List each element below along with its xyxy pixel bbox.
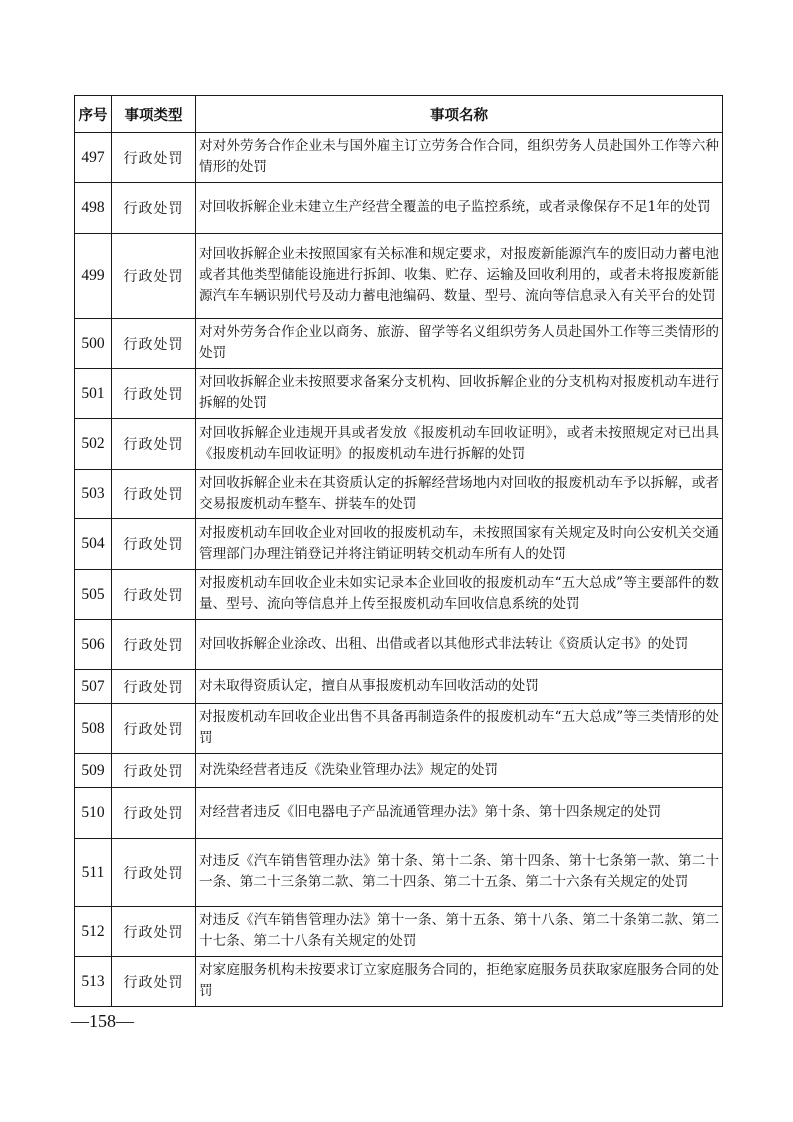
row-no: 497 [75,133,112,183]
row-no: 513 [75,957,112,1007]
table-row [75,133,723,183]
row-name: 对报废机动车回收企业未如实记录本企业回收的报废机动车“五大总成”等主要部件的数量、型号、流向等信息并上传至报废机动车回收信息系统的处罚 [196,570,723,620]
row-type: 行政处罚 [112,620,196,670]
row-type: 行政处罚 [112,704,196,754]
row-type: 行政处罚 [112,470,196,519]
table-row [75,519,723,570]
table-row [75,319,723,369]
row-no: 507 [75,670,112,704]
row-type: 行政处罚 [112,234,196,319]
table-header-row [75,96,723,133]
row-type: 行政处罚 [112,519,196,570]
row-no: 509 [75,754,112,788]
row-name: 对回收拆解企业未按照国家有关标准和规定要求，对报废新能源汽车的废旧动力蓄电池或者其他类型储能设施进行拆卸、收集、贮存、运输及回收利用的，或者未将报废新能源汽车车辆识别代号及动力蓄电池编码、数量、型号、流向等信息录入有关平台的处罚 [196,234,723,319]
table-row [75,620,723,670]
row-name: 对回收拆解企业未在其资质认定的拆解经营场地内对回收的报废机动车予以拆解，或者交易报废机动车整车、拼装车的处罚 [196,470,723,519]
row-name: 对家庭服务机构未按要求订立家庭服务合同的，拒绝家庭服务员获取家庭服务合同的处罚 [196,957,723,1007]
row-name: 对回收拆解企业未按照要求备案分支机构、回收拆解企业的分支机构对报废机动车进行拆解的处罚 [196,369,723,419]
row-no: 511 [75,839,112,907]
table-row [75,704,723,754]
row-type: 行政处罚 [112,570,196,620]
row-type: 行政处罚 [112,419,196,470]
row-no: 501 [75,369,112,419]
row-name: 对报废机动车回收企业出售不具备再制造条件的报废机动车“五大总成”等三类情形的处罚 [196,704,723,754]
row-type: 行政处罚 [112,319,196,369]
table-row [75,470,723,519]
page-number: —158— [71,1011,134,1031]
row-no: 502 [75,419,112,470]
table-row [75,234,723,319]
table-row [75,183,723,234]
row-no: 499 [75,234,112,319]
table-row [75,839,723,907]
row-type: 行政处罚 [112,788,196,839]
row-type: 行政处罚 [112,957,196,1007]
table-row [75,570,723,620]
table-row [75,957,723,1007]
row-type: 行政处罚 [112,183,196,234]
row-no: 506 [75,620,112,670]
header-name: 事项名称 [196,96,723,133]
row-no: 503 [75,470,112,519]
row-name: 对回收拆解企业涂改、出租、出借或者以其他形式非法转让《资质认定书》的处罚 [196,620,723,670]
row-no: 512 [75,907,112,957]
row-name: 对回收拆解企业违规开具或者发放《报废机动车回收证明》，或者未按照规定对已出具《报废机动车回收证明》的报废机动车进行拆解的处罚 [196,419,723,470]
table-row [75,788,723,839]
header-no: 序号 [75,96,112,133]
row-type: 行政处罚 [112,670,196,704]
header-type: 事项类型 [112,96,196,133]
row-type: 行政处罚 [112,754,196,788]
row-name: 对报废机动车回收企业对回收的报废机动车，未按照国家有关规定及时向公安机关交通管理部门办理注销登记并将注销证明转交机动车所有人的处罚 [196,519,723,570]
row-no: 504 [75,519,112,570]
row-type: 行政处罚 [112,839,196,907]
row-type: 行政处罚 [112,369,196,419]
row-no: 500 [75,319,112,369]
row-no: 508 [75,704,112,754]
table-row [75,419,723,470]
row-name: 对对外劳务合作企业以商务、旅游、留学等名义组织劳务人员赴国外工作等三类情形的处罚 [196,319,723,369]
row-name: 对未取得资质认定，擅自从事报废机动车回收活动的处罚 [196,670,723,704]
row-name: 对洗染经营者违反《洗染业管理办法》规定的处罚 [196,754,723,788]
table-row [75,907,723,957]
row-no: 510 [75,788,112,839]
row-no: 505 [75,570,112,620]
row-type: 行政处罚 [112,907,196,957]
row-type: 行政处罚 [112,133,196,183]
table-row [75,754,723,788]
row-name: 对对外劳务合作企业未与国外雇主订立劳务合作合同，组织劳务人员赴国外工作等六种情形的处罚 [196,133,723,183]
row-name: 对经营者违反《旧电器电子产品流通管理办法》第十条、第十四条规定的处罚 [196,788,723,839]
row-name: 对违反《汽车销售管理办法》第十条、第十二条、第十四条、第十七条第一款、第二十一条、第二十三条第二款、第二十四条、第二十五条、第二十六条有关规定的处罚 [196,839,723,907]
row-name: 对回收拆解企业未建立生产经营全覆盖的电子监控系统，或者录像保存不足1年的处罚 [196,183,723,234]
table-row [75,670,723,704]
row-no: 498 [75,183,112,234]
matters-table [74,95,723,1007]
table-row [75,369,723,419]
row-name: 对违反《汽车销售管理办法》第十一条、第十五条、第十八条、第二十条第二款、第二十七条、第二十八条有关规定的处罚 [196,907,723,957]
